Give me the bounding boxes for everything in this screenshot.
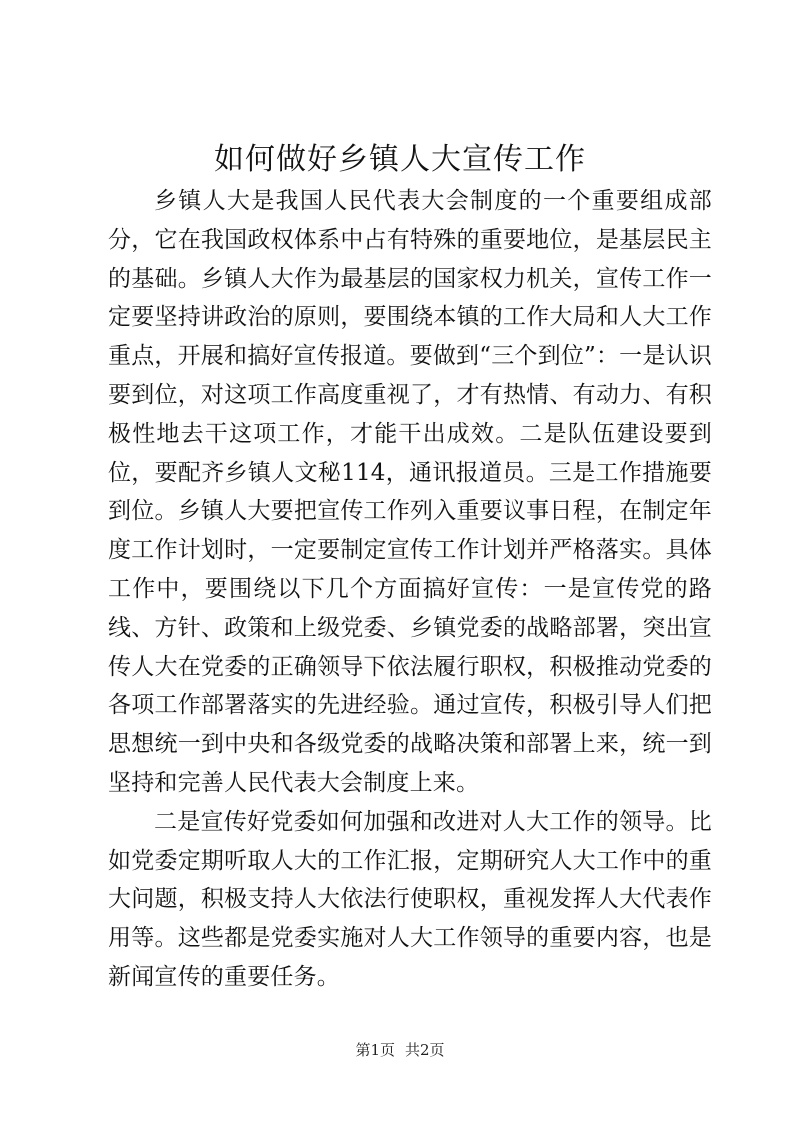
page-total: 共2页	[405, 1041, 445, 1059]
document-title: 如何做好乡镇人大宣传工作	[214, 142, 586, 177]
paragraph: 乡镇人大是我国人民代表大会制度的一个重要组成部分，它在我国政权体系中占有特殊的重要地位，是基层民主的基础。乡镇人大作为最基层的国家权力机关，宣传工作一定要坚持讲政治的原则，要围绕本镇的工作大局和人大工作重点，开展和搞好宣传报道。要做到“三个到位”：一是认识要到位，对这项工作高度重视了，才有热情、有动力、有积极性地去干这项工作，才能干出成效。二是队伍建设要到位，要配齐乡镇人文秘114，通讯报道员。三是工作措施要到位。乡镇人大要把宣传工作列入重要议事日程，在制定年度工作计划时，一定要制定宣传工作计划并严格落实。具体工作中，要围绕以下几个方面搞好宣传：一是宣传党的路线、方针、政策和上级党委、乡镇党委的战略部署，突出宣传人大在党委的正确领导下依法履行职权，积极推动党委的各项工作部署落实的先进经验。通过宣传，积极引导人们把思想统一到中央和各级党委的战略决策和部署上来，统一到坚持和完善人民代表大会制度上来。	[108, 188, 712, 796]
paragraph: 二是宣传好党委如何加强和改进对人大工作的领导。比如党委定期听取人大的工作汇报，定期研究人大工作中的重大问题，积极支持人大依法行使职权，重视发挥人大代表作用等。这些都是党委实施对人大工作领导的重要内容，也是新闻宣传的重要任务。	[108, 808, 712, 990]
page-footer	[0, 1040, 800, 1060]
document-body	[108, 182, 712, 997]
page-number: 第1页	[355, 1041, 395, 1059]
